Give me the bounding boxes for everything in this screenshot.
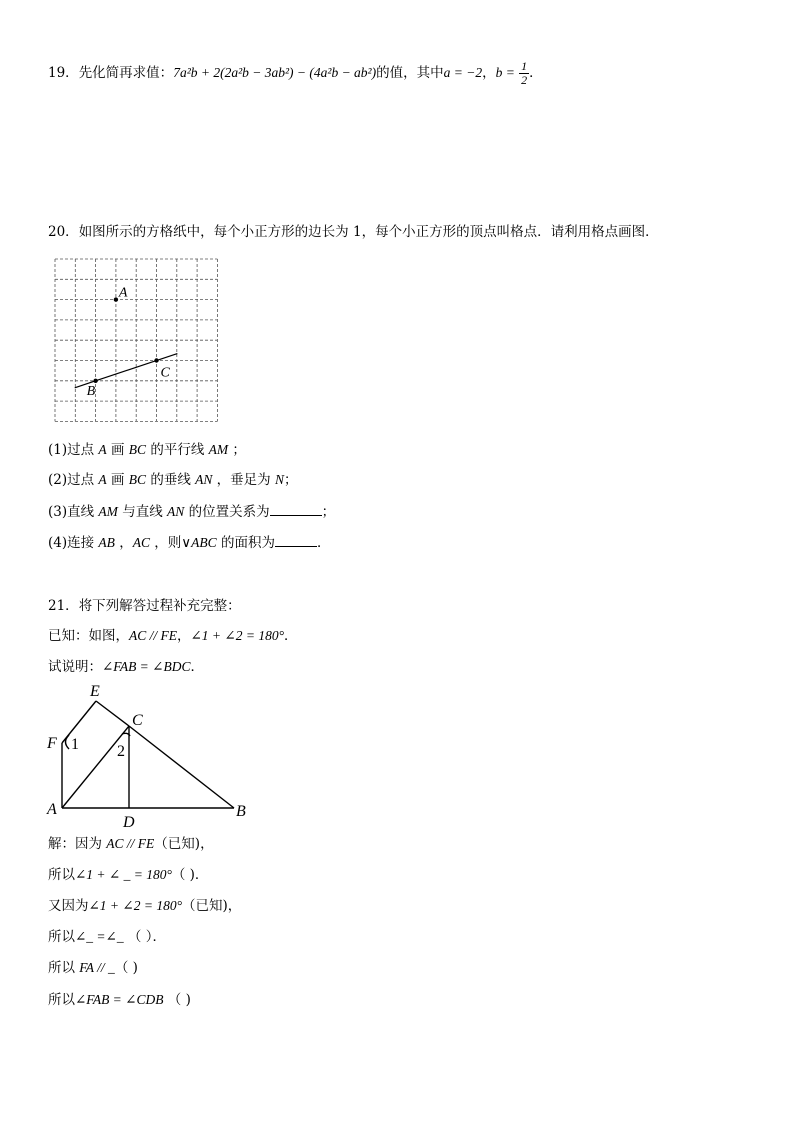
item-text: ，则 — [149, 535, 182, 551]
item-text: (2)过点 — [48, 472, 99, 488]
item-text: ． — [316, 535, 331, 551]
fraction-one-half — [519, 60, 529, 87]
step-reason[interactable]: （ )． — [171, 867, 209, 883]
q20-item-3 — [48, 502, 335, 522]
q21-step-4 — [48, 927, 166, 947]
show-math: ∠FAB = ∠BDC — [102, 659, 191, 674]
step-math[interactable]: FA // _ — [79, 960, 115, 975]
label-b: B — [236, 803, 246, 820]
item-math: A — [98, 472, 107, 487]
question-number: 21． — [48, 598, 79, 614]
given-text: ， — [177, 628, 191, 644]
question-19 — [48, 60, 543, 87]
grid-points — [87, 286, 171, 399]
q21-step-3 — [48, 896, 241, 916]
item-text: 的面积为 — [216, 535, 275, 551]
show-label: 试说明： — [48, 659, 102, 675]
end-mark: ． — [529, 65, 543, 81]
question-number: 20． — [48, 224, 79, 240]
item-math: BC — [128, 472, 147, 487]
item-text: (1)过点 — [48, 442, 99, 458]
grid-point-b — [93, 379, 97, 383]
answer-blank[interactable] — [275, 534, 317, 547]
item-text: 与直线 — [117, 504, 168, 520]
q21-step-6 — [48, 990, 191, 1010]
step-reason: （已知)， — [182, 898, 242, 914]
question-20-stem — [48, 222, 659, 242]
segment-ec — [96, 701, 129, 726]
step-text: 解：因为 — [48, 836, 107, 852]
item-math: ∨ABC — [181, 535, 217, 550]
q21-given — [48, 626, 298, 646]
item-math: BC — [128, 442, 147, 457]
label-d: D — [123, 814, 135, 830]
q20-item-1 — [48, 440, 246, 460]
given-math: AC // FE — [129, 628, 177, 643]
question-text-mid: 的值，其中 — [376, 65, 444, 81]
label-f: F — [47, 735, 57, 752]
step-text: 所以 — [48, 960, 80, 976]
q21-step-5 — [48, 958, 138, 978]
label-c: C — [132, 712, 143, 729]
question-text: 先化简再求值： — [78, 65, 174, 81]
item-math: AB — [98, 535, 115, 550]
item-text: ，垂足为 — [212, 472, 275, 488]
q20-item-2 — [48, 470, 298, 490]
expression: 7a²b + 2(2a²b − 3ab²) − (4a²b − ab²) — [173, 65, 377, 80]
item-math: AM — [208, 442, 229, 457]
grid-lines — [55, 259, 217, 421]
step-text: 又因为 — [48, 898, 89, 914]
q20-item-4 — [48, 533, 330, 553]
grid-figure — [50, 255, 222, 425]
item-text: 的平行线 — [146, 442, 209, 458]
q21-step-1 — [48, 834, 214, 854]
item-text: ； — [321, 504, 336, 520]
item-text: (3)直线 — [48, 504, 99, 520]
label-angle-2: 2 — [117, 743, 125, 760]
given-label: 已知：如图， — [48, 628, 129, 644]
grid-point-label-a: A — [118, 285, 128, 301]
label-a: A — [47, 801, 57, 818]
answer-blank[interactable] — [270, 503, 322, 516]
item-math: AN — [167, 504, 185, 519]
item-math: N — [274, 472, 284, 487]
segment-cb — [129, 726, 234, 808]
condition-a: a = −2 — [443, 65, 483, 80]
fraction-denominator: 2 — [521, 73, 528, 87]
q21-show — [48, 657, 204, 677]
q21-step-2 — [48, 865, 208, 885]
step-text: 所以 — [48, 867, 75, 883]
step-text: 所以 — [48, 929, 75, 945]
question-number: 19． — [48, 65, 79, 81]
item-math: AN — [195, 472, 213, 487]
grid-point-c — [154, 358, 158, 362]
item-math: AM — [98, 504, 118, 519]
question-text: 如图所示的方格纸中，每个小正方形的边长为 1，每个小正方形的顶点叫格点．请利用格点画图． — [78, 224, 659, 240]
label-e: E — [90, 683, 100, 700]
condition-b: b = — [495, 65, 515, 80]
given-text: ． — [284, 628, 298, 644]
step-reason: （已知)， — [154, 836, 214, 852]
item-text: 画 — [106, 442, 129, 458]
step-reason[interactable]: （ ) — [114, 960, 138, 976]
step-reason[interactable]: （ ）． — [123, 929, 166, 945]
label-angle-1: 1 — [71, 736, 79, 753]
grid-point-label-b: B — [86, 383, 96, 399]
fraction-numerator: 1 — [521, 59, 528, 73]
step-math: ∠FAB = ∠CDB — [75, 992, 164, 1007]
step-math: ∠1 + ∠2 = 180° — [88, 898, 182, 913]
item-text: ； — [228, 442, 246, 458]
item-text: ； — [284, 472, 298, 488]
step-math: AC // FE — [106, 836, 155, 851]
grid-point-a — [114, 297, 118, 301]
item-text: 画 — [106, 472, 129, 488]
triangle-figure — [42, 680, 257, 830]
step-math[interactable]: ∠_ =∠_ — [75, 929, 124, 944]
step-text: 所以 — [48, 992, 75, 1008]
item-text: (4)连接 — [48, 535, 99, 551]
question-21-stem — [48, 596, 241, 616]
item-text: ， — [114, 535, 133, 551]
item-math: AC — [132, 535, 150, 550]
grid-point-label-c: C — [160, 365, 170, 381]
item-math: A — [98, 442, 107, 457]
item-text: 的垂线 — [146, 472, 196, 488]
step-math[interactable]: ∠1 + ∠ _ = 180° — [75, 867, 172, 882]
given-math: ∠1 + ∠2 = 180° — [190, 628, 284, 643]
item-text: 的位置关系为 — [184, 504, 270, 520]
question-text: 将下列解答过程补充完整： — [78, 598, 241, 614]
separator: ， — [482, 65, 496, 81]
show-text: ． — [190, 659, 204, 675]
step-reason[interactable]: （ ) — [163, 992, 191, 1008]
